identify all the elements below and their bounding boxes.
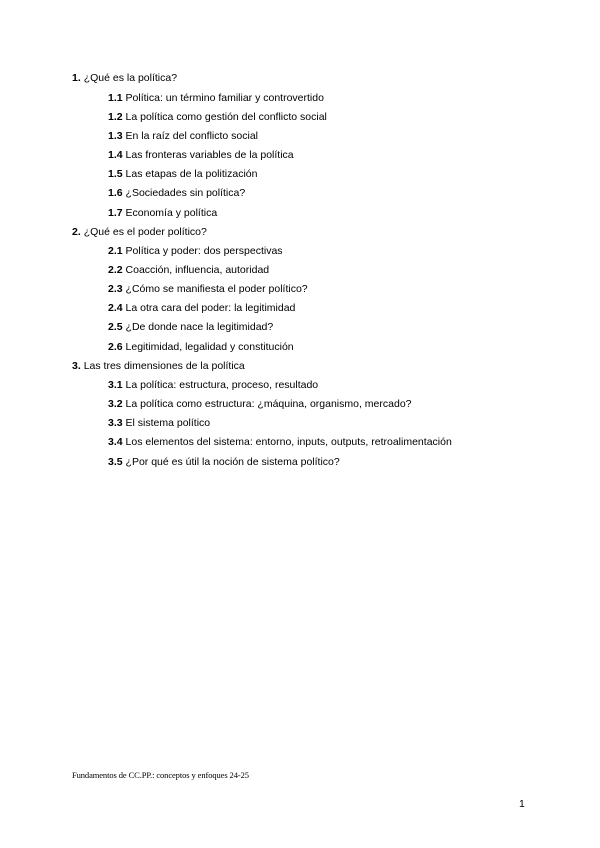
toc-number: 2.3: [108, 283, 123, 295]
toc-item-1-7: [108, 206, 217, 220]
toc-item-2: [72, 225, 207, 239]
toc-title: Las etapas de la politización: [125, 168, 258, 180]
toc-number: 2.2: [108, 264, 123, 276]
toc-item-3-3: [108, 416, 210, 430]
toc-title: La otra cara del poder: la legitimidad: [125, 302, 296, 314]
toc-number: 3.3: [108, 417, 123, 429]
toc-number: 2.1: [108, 245, 123, 257]
toc-item-1-2: [108, 110, 327, 124]
toc-title: Política y poder: dos perspectivas: [125, 245, 283, 257]
toc-item-1-5: [108, 167, 257, 181]
toc-title: Los elementos del sistema: entorno, inputs, outputs, retroalimentación: [125, 436, 452, 448]
toc-title: Coacción, influencia, autoridad: [125, 264, 270, 276]
toc-number: 1.1: [108, 92, 123, 104]
toc-number: 1.2: [108, 111, 123, 123]
toc-number: 3.1: [108, 379, 123, 391]
toc-number: 3.5: [108, 456, 123, 468]
page-footer: Fundamentos de CC.PP.: conceptos y enfoques 24-25: [72, 770, 249, 780]
toc-title: Las tres dimensiones de la política: [83, 360, 245, 372]
toc-number: 1.4: [108, 149, 123, 161]
toc-item-2-6: [108, 340, 294, 354]
toc-number: 1.7: [108, 207, 123, 219]
toc-item-2-2: [108, 263, 269, 277]
toc-title: La política: estructura, proceso, resultado: [125, 379, 319, 391]
toc-item-3-2: [108, 397, 412, 411]
toc-title: ¿Cómo se manifiesta el poder político?: [125, 283, 308, 295]
toc-title: Las fronteras variables de la política: [125, 149, 294, 161]
toc-title: ¿Qué es la política?: [83, 72, 178, 84]
toc-number: 1.5: [108, 168, 123, 180]
page-number: 1: [519, 798, 525, 810]
toc-number: 3.4: [108, 436, 123, 448]
toc-title: La política como estructura: ¿máquina, organismo, mercado?: [125, 398, 412, 410]
toc-number: 3.: [72, 360, 81, 372]
toc-item-1-6: [108, 186, 245, 200]
toc-item-3: [72, 359, 245, 373]
toc-title: Legitimidad, legalidad y constitución: [125, 341, 294, 353]
toc-title: El sistema político: [125, 417, 211, 429]
toc-number: 1.6: [108, 187, 123, 199]
toc-number: 1.: [72, 72, 81, 84]
toc-title: La política como gestión del conflicto social: [125, 111, 327, 123]
toc-title: ¿Qué es el poder político?: [83, 226, 207, 238]
toc-title: Política: un término familiar y controvertido: [125, 92, 324, 104]
toc-title: En la raíz del conflicto social: [125, 130, 259, 142]
toc-number: 2.6: [108, 341, 123, 353]
toc-item-2-5: [108, 320, 273, 334]
toc-item-1-4: [108, 148, 294, 162]
toc-item-1-1: [108, 91, 324, 105]
toc-title: ¿De donde nace la legitimidad?: [125, 321, 274, 333]
toc-item-3-1: [108, 378, 318, 392]
toc-number: 2.5: [108, 321, 123, 333]
toc-item-2-4: [108, 301, 295, 315]
toc-number: 2.4: [108, 302, 123, 314]
toc-item-2-1: [108, 244, 283, 258]
toc-item-1: [72, 71, 177, 85]
toc-number: 1.3: [108, 130, 123, 142]
toc-title: ¿Sociedades sin política?: [125, 187, 246, 199]
toc-number: 3.2: [108, 398, 123, 410]
toc-item-2-3: [108, 282, 308, 296]
toc-item-1-3: [108, 129, 258, 143]
toc-item-3-5: [108, 455, 340, 469]
toc-number: 2.: [72, 226, 81, 238]
toc-title: Economía y política: [125, 207, 218, 219]
toc-item-3-4: [108, 435, 452, 449]
toc-title: ¿Por qué es útil la noción de sistema político?: [125, 456, 340, 468]
